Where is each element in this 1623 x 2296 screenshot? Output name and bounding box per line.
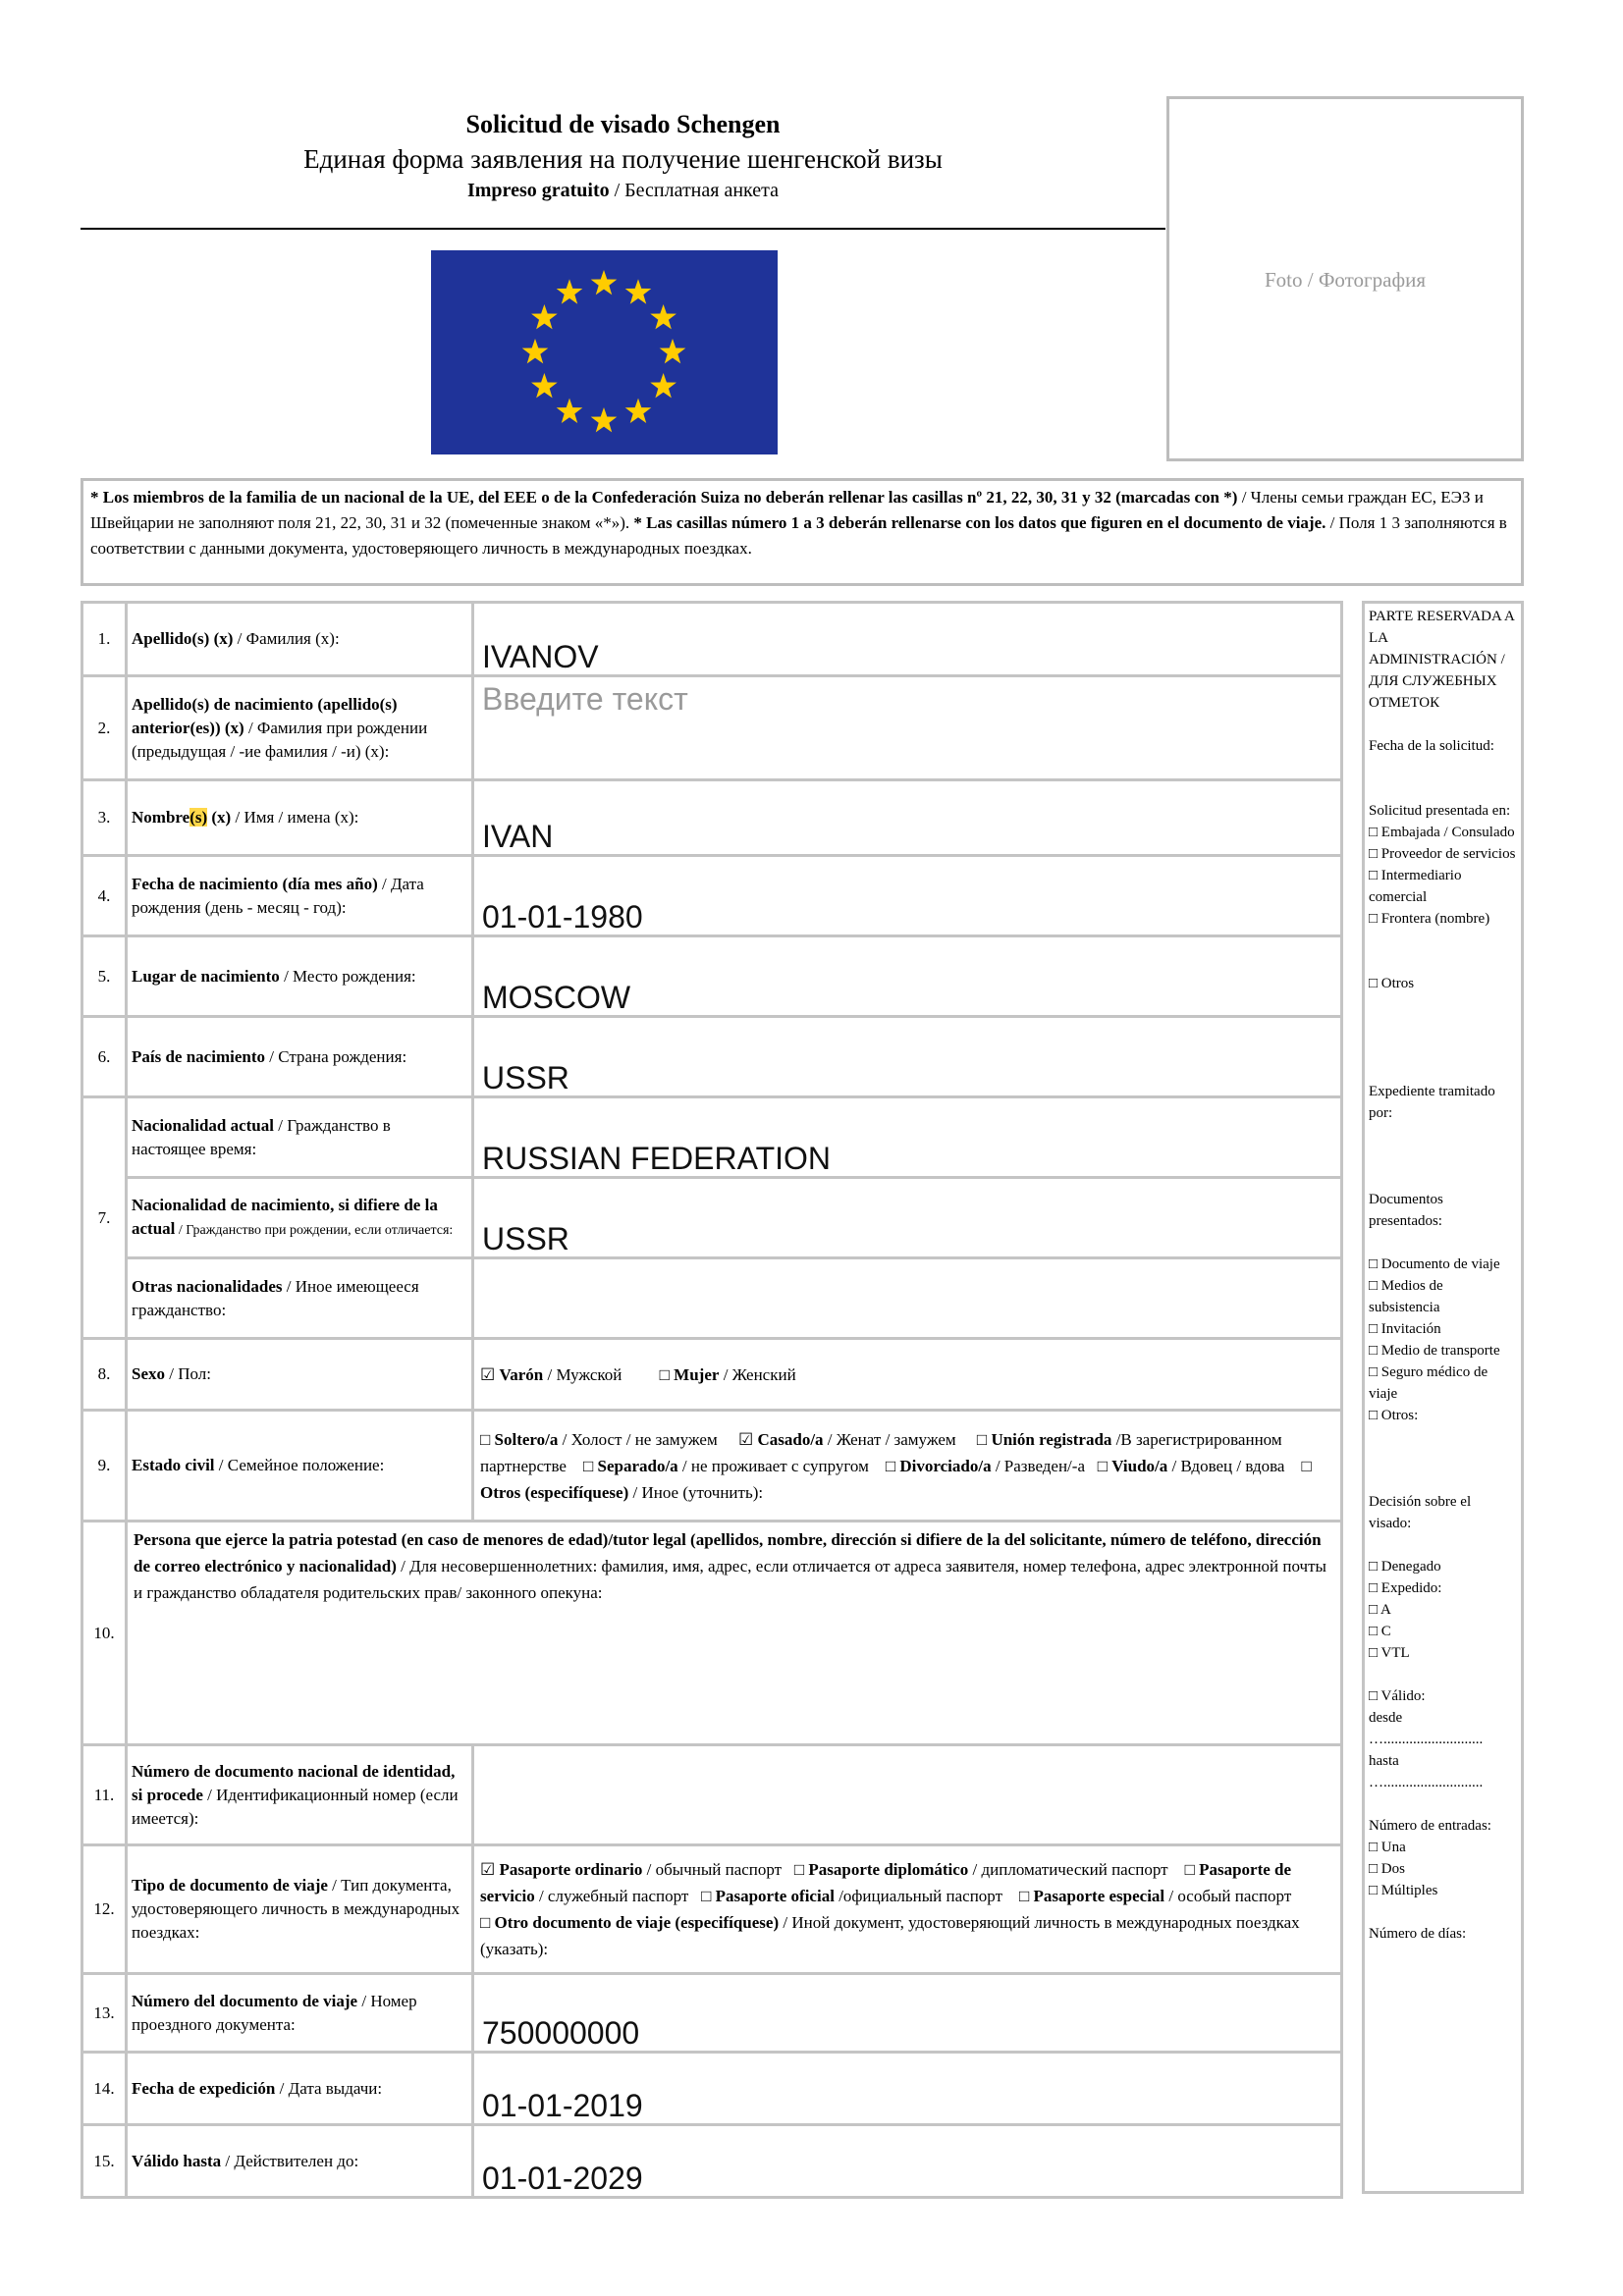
nationality-input[interactable]: RUSSIAN FEDERATION — [473, 1097, 1342, 1178]
service-passport-checkbox[interactable]: □ — [1184, 1860, 1195, 1879]
valid-until-label: Válido hasta / Действителен до: — [127, 2125, 473, 2198]
admin-option: □ Medios de subsistencia — [1369, 1278, 1443, 1315]
flag-star-icon — [591, 270, 618, 294]
row-issue-date — [82, 2053, 1342, 2125]
field-number: 14. — [82, 2053, 127, 2125]
flag-star-icon — [557, 399, 583, 423]
admin-heading: PARTE RESERVADA A LA ADMINISTRACIÓN / ДЛЯ СЛУЖЕБНЫХ ОТМЕТОК — [1369, 609, 1514, 711]
guardian-field[interactable]: Persona que ejerce la patria potestad (en caso de menores de edad)/tutor legal (apellidos, nombre, dirección si difiere de la del solicitante, número de teléfono, dirección de correo electrónico y nacionalidad) / Для несовершеннолетних: фамилия, имя, адрес, если отличается от адреса заявителя, номер телефона, адрес электронной почты и гражданство обладателя родительских прав/ законного опекуна: — [127, 1522, 1342, 1745]
flag-star-icon — [531, 304, 558, 329]
birth-surname-input[interactable]: Введите текст — [473, 676, 1342, 780]
admin-option: □ Proveedor de servicios — [1369, 846, 1516, 862]
admin-option: □ Dos — [1369, 1861, 1405, 1877]
row-first-name — [82, 780, 1342, 856]
title-ru: Единая форма заявления на получение шенгенской визы — [303, 144, 943, 174]
issue-date-input[interactable]: 01-01-2019 — [473, 2053, 1342, 2125]
document-number-label: Número del documento de viaje / Номер проездного документа: — [127, 1974, 473, 2053]
admin-documents: Documentos presentados: — [1369, 1192, 1443, 1229]
valid-until-input[interactable]: 01-01-2029 — [473, 2125, 1342, 2198]
admin-option: □ C — [1369, 1624, 1391, 1639]
field-number: 3. — [82, 780, 127, 856]
row-birth-surname — [82, 676, 1342, 780]
official-passport-checkbox[interactable]: □ — [701, 1887, 712, 1905]
admin-option: □ Expedido: — [1369, 1580, 1442, 1596]
birth-nationality-input[interactable]: USSR — [473, 1178, 1342, 1258]
admin-processed-by: Expediente tramitado por: — [1369, 1084, 1495, 1121]
field-number: 11. — [82, 1745, 127, 1845]
field-number: 8. — [82, 1339, 127, 1411]
admin-option: □ Otros — [1369, 976, 1415, 991]
admin-option: □ A — [1369, 1602, 1391, 1618]
row-birth-place — [82, 936, 1342, 1017]
field-number: 1. — [82, 603, 127, 676]
admin-application-date: Fecha de la solicitud: — [1369, 738, 1494, 754]
photo-box[interactable] — [1166, 96, 1524, 461]
field-number: 2. — [82, 676, 127, 780]
birth-date-input[interactable]: 01-01-1980 — [473, 856, 1342, 936]
row-civil-status — [82, 1411, 1342, 1522]
flag-star-icon — [591, 407, 618, 432]
birth-place-input[interactable]: MOSCOW — [473, 936, 1342, 1017]
birth-nationality-label: Nacionalidad de nacimiento, si difiere de la actual / Гражданство при рождении, если отличается: — [127, 1178, 473, 1258]
row-national-id — [82, 1745, 1342, 1845]
nationality-label: Nacionalidad actual / Гражданство в настоящее время: — [127, 1097, 473, 1178]
admin-valid-to: hasta — [1369, 1753, 1399, 1769]
row-nationality — [82, 1097, 1342, 1178]
row-document-number — [82, 1974, 1342, 2053]
sex-female-checkbox[interactable]: □ — [659, 1364, 670, 1384]
row-birth-country — [82, 1017, 1342, 1097]
field-number: 7. — [82, 1097, 127, 1339]
admin-submitted-at: Solicitud presentada en: — [1369, 803, 1511, 819]
admin-option: □ Embajada / Consulado — [1369, 825, 1515, 840]
national-id-input[interactable] — [473, 1745, 1342, 1845]
admin-option: □ Denegado — [1369, 1559, 1441, 1575]
birth-place-label: Lugar de nacimiento / Место рождения: — [127, 936, 473, 1017]
issue-date-label: Fecha de expedición / Дата выдачи: — [127, 2053, 473, 2125]
registered-union-checkbox[interactable]: □ — [976, 1429, 988, 1449]
single-checkbox[interactable]: □ — [480, 1429, 491, 1449]
field-number: 13. — [82, 1974, 127, 2053]
other-status-checkbox[interactable]: □ — [1301, 1456, 1312, 1475]
admin-option: □ Invitación — [1369, 1321, 1441, 1337]
form-header — [81, 108, 1165, 204]
separated-checkbox[interactable]: □ — [582, 1456, 594, 1475]
flag-star-icon — [625, 279, 652, 303]
sex-label: Sexo / Пол: — [127, 1339, 473, 1411]
birth-surname-label: Apellido(s) de nacimiento (apellido(s) anterior(es)) (x) / Фамилия при рождении (предыдущая / -ие фамилия / -и) (x): — [127, 676, 473, 780]
national-id-label: Número de documento nacional de identidad, si procede / Идентификационный номер (если имеется): — [127, 1745, 473, 1845]
ordinary-passport-checkbox[interactable]: ☑ — [480, 1860, 496, 1879]
document-type-options: ☑ Pasaporte ordinario / обычный паспорт □ Pasaporte diplomático / дипломатический паспорт □ Pasaporte de servicio / служебный паспорт □ Pasaporte oficial /официальный паспорт □ Pasaporte especial / особый паспорт □ Otro documento de viaje (especifíquese) / Иной документ, удостоверяющий личность в международных поездках (указать): — [473, 1845, 1342, 1974]
field-number: 6. — [82, 1017, 127, 1097]
admin-valid-from: desde — [1369, 1710, 1403, 1726]
field-number: 10. — [82, 1522, 127, 1745]
notice-box: * Los miembros de la familia de un nacional de la UE, del EEE o de la Confederación Suiza no deberán rellenar las casillas nº 21, 22, 30, 31 y 32 (marcadas con *) / Члены семьи граждан ЕС, ЕЭЗ и Швейцарии не заполняют поля 21, 22, 30, 31 и 32 (помеченные знаком «*»). * Las casillas número 1 a 3 deberán rellenarse con los datos que figuren en el documento de viaje. / Поля 1 3 заполняются в соответствии с данными документа, удостоверяющего личность в международных поездках. — [81, 478, 1524, 586]
surname-input[interactable]: IVANOV — [473, 603, 1342, 676]
other-nationality-input[interactable] — [473, 1258, 1342, 1339]
sex-male-checkbox[interactable]: ☑ — [480, 1364, 496, 1384]
row-valid-until — [82, 2125, 1342, 2198]
field-number: 9. — [82, 1411, 127, 1522]
admin-option: □ Otros: — [1369, 1408, 1419, 1423]
field-number: 15. — [82, 2125, 127, 2198]
free-form-note: Impreso gratuito / Бесплатная анкета — [466, 180, 780, 201]
photo-label: Foto / Фотография — [1264, 268, 1426, 292]
birth-country-label: País de nacimiento / Страна рождения: — [127, 1017, 473, 1097]
row-guardian — [82, 1522, 1342, 1745]
other-nationality-label: Otras nacionalidades / Иное имеющееся гражданство: — [127, 1258, 473, 1339]
flag-star-icon — [660, 339, 686, 363]
admin-days: Número de días: — [1369, 1926, 1467, 1942]
civil-status-label: Estado civil / Семейное положение: — [127, 1411, 473, 1522]
admin-valid: □ Válido: — [1369, 1688, 1426, 1704]
field-number: 12. — [82, 1845, 127, 1974]
flag-star-icon — [650, 373, 676, 398]
document-number-input[interactable]: 750000000 — [473, 1974, 1342, 2053]
row-birth-nationality — [82, 1178, 1342, 1258]
admin-option: □ Frontera (nombre) — [1369, 911, 1490, 927]
civil-status-options: □ Soltero/a / Холост / не замужем ☑ Casado/a / Женат / замужем □ Unión registrada /В зарегистрированном партнерстве □ Separado/a / не проживает с супругом □ Divorciado/a / Разведен/-а □ Viudo/a / Вдовец / вдова □ Otros (especifíquese) / Иное (уточнить): — [473, 1411, 1342, 1522]
birth-date-label: Fecha de nacimiento (día mes año) / Дата рождения (день - месяц - год): — [127, 856, 473, 936]
admin-option: □ VTL — [1369, 1645, 1410, 1661]
field-number: 4. — [82, 856, 127, 936]
widowed-checkbox[interactable]: □ — [1097, 1456, 1109, 1475]
flag-star-icon — [522, 339, 549, 363]
title-es: Solicitud de visado Schengen — [465, 110, 781, 138]
diplomatic-passport-checkbox[interactable]: □ — [793, 1860, 805, 1879]
row-document-type — [82, 1845, 1342, 1974]
flag-star-icon — [650, 304, 676, 329]
flag-star-icon — [531, 373, 558, 398]
admin-option: □ Medio de transporte — [1369, 1343, 1500, 1359]
admin-option: □ Documento de viaje — [1369, 1256, 1500, 1272]
row-sex — [82, 1339, 1342, 1411]
admin-visa-decision: Decisión sobre el visado: — [1369, 1494, 1472, 1531]
row-birth-date — [82, 856, 1342, 936]
header-divider — [81, 228, 1165, 230]
special-passport-checkbox[interactable]: □ — [1019, 1887, 1030, 1905]
flag-star-icon — [557, 279, 583, 303]
admin-dots: …........................... — [1369, 1775, 1484, 1790]
admin-option: □ Múltiples — [1369, 1883, 1438, 1898]
first-name-label: Nombre(s) (x) / Имя / имена (x): — [127, 780, 473, 856]
surname-label: Apellido(s) (x) / Фамилия (x): — [127, 603, 473, 676]
admin-option: □ Seguro médico de viaje — [1369, 1364, 1488, 1402]
other-document-checkbox[interactable]: □ — [480, 1913, 491, 1932]
birth-country-input[interactable]: USSR — [473, 1017, 1342, 1097]
eu-flag-icon — [431, 250, 778, 454]
first-name-input[interactable]: IVAN — [473, 780, 1342, 856]
flag-star-icon — [625, 399, 652, 423]
admin-reserved-column — [1362, 601, 1524, 2194]
document-type-label: Tipo de documento de viaje / Тип документа, удостоверяющего личность в международных поездках: — [127, 1845, 473, 1974]
field-number: 5. — [82, 936, 127, 1017]
sex-options: ☑ Varón / Мужской □ Mujer / Женский — [473, 1339, 1342, 1411]
admin-entries: Número de entradas: — [1369, 1818, 1491, 1834]
admin-dots: …........................... — [1369, 1732, 1484, 1747]
divorced-checkbox[interactable]: □ — [885, 1456, 896, 1475]
admin-option: □ Una — [1369, 1840, 1406, 1855]
admin-option: □ Intermediario comercial — [1369, 868, 1462, 905]
application-table — [81, 601, 1343, 2199]
row-other-nationality — [82, 1258, 1342, 1339]
row-surname — [82, 603, 1342, 676]
married-checkbox[interactable]: ☑ — [737, 1429, 754, 1449]
